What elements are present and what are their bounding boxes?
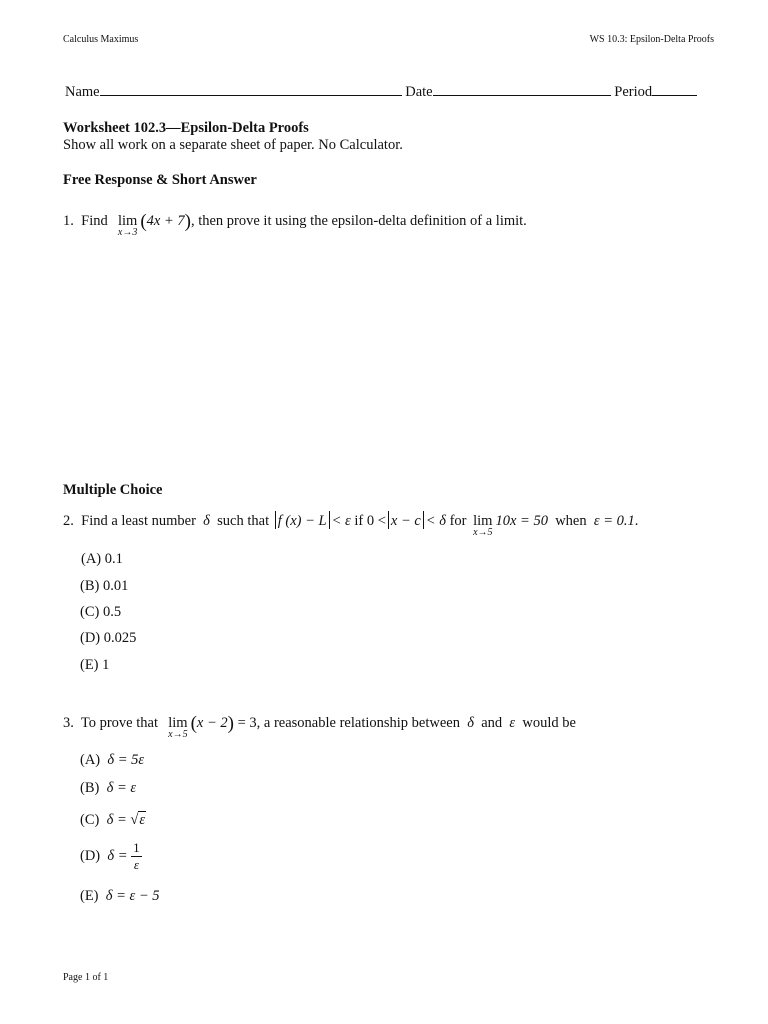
q2-limit — [473, 513, 493, 538]
worksheet-title: Worksheet 102.3—Epsilon-Delta Proofs — [63, 120, 309, 136]
q3-option-d-label: (D) — [80, 847, 101, 864]
q3-expression: x − 2 — [196, 715, 228, 731]
q2-text-when: when — [555, 513, 587, 529]
q1-lim-sub: x→3 — [117, 227, 138, 238]
q2-option-d[interactable]: (D) 0.025 — [80, 630, 137, 646]
q2-condition-1: f (x) − L — [277, 513, 327, 529]
q3-option-b-label: (B) — [80, 780, 100, 796]
q2-period: . — [634, 513, 639, 529]
section-free-response: Free Response & Short Answer — [63, 172, 257, 188]
q1-find: Find — [81, 213, 108, 229]
q2-epsilon-value: ε = 0.1 — [593, 513, 635, 529]
q3-number: 3. — [63, 715, 74, 731]
q2-condition-2: x − c — [390, 513, 421, 529]
q3-option-c[interactable] — [80, 811, 146, 829]
q2-condition-2-head: 0 < — [366, 513, 386, 529]
header-right: WS 10.3: Epsilon-Delta Proofs — [589, 34, 714, 45]
q3-limit — [168, 715, 188, 740]
q3-option-c-label: (C) — [80, 812, 100, 828]
q1-limit — [117, 213, 138, 238]
q3-text-c: would be — [522, 715, 576, 731]
question-1: 1. Find lim x→3 (4x + 7), then prove it using the epsilon-delta definition of a limit. — [63, 211, 527, 238]
q1-lim-word: lim — [117, 213, 138, 229]
question-3: 3. To prove that lim x→5 (x − 2) = 3, a reasonable relationship between δ and ε would be — [63, 713, 576, 740]
q2-condition-2-tail: < δ — [425, 513, 446, 529]
q2-lim-word: lim — [473, 513, 493, 529]
q3-equals: = 3 — [237, 715, 257, 731]
q3-option-e[interactable] — [80, 888, 160, 905]
q1-expression: 4x + 7 — [146, 213, 185, 229]
q3-text-and: and — [481, 715, 503, 731]
q2-option-b[interactable]: (B) 0.01 — [80, 578, 129, 594]
q3-lim-word: lim — [168, 715, 188, 731]
q3-text-a: To prove that — [80, 715, 158, 731]
q1-text: , then prove it using the epsilon-delta definition of a limit. — [190, 213, 527, 229]
q2-text-for: for — [449, 513, 467, 529]
q3-option-b[interactable] — [80, 780, 136, 797]
q3-option-d[interactable] — [80, 840, 142, 873]
q3-option-b-expr: δ = ε — [106, 780, 137, 796]
name-blank[interactable] — [100, 82, 402, 96]
page-number: Page 1 of 1 — [63, 972, 109, 983]
period-blank[interactable] — [652, 82, 697, 96]
q3-option-d-fraction — [131, 840, 142, 873]
worksheet-instructions: Show all work on a separate sheet of paper. No Calculator. — [63, 137, 403, 153]
q3-option-a-expr: δ = 5ε — [107, 752, 145, 768]
q3-option-c-sqrt-icon: √ — [130, 812, 139, 828]
q3-option-d-lhs: δ = — [107, 847, 128, 864]
q3-option-d-numerator: 1 — [133, 840, 140, 855]
q2-text-b: such that — [217, 513, 270, 529]
q3-epsilon: ε — [509, 715, 516, 731]
question-2 — [63, 511, 639, 538]
q2-option-c[interactable]: (C) 0.5 — [80, 604, 122, 620]
student-info-line — [65, 82, 697, 101]
header-left: Calculus Maximus — [63, 34, 139, 45]
q2-limit-expression: 10x = 50 — [495, 513, 548, 529]
q1-number: 1. — [63, 213, 74, 229]
section-multiple-choice: Multiple Choice — [63, 482, 163, 498]
q3-option-a[interactable] — [80, 752, 144, 769]
date-blank[interactable] — [433, 82, 611, 96]
date-label: Date — [405, 84, 433, 100]
q3-option-d-denominator: ε — [133, 857, 139, 872]
name-label: Name — [65, 84, 100, 100]
q2-text-if: if — [354, 513, 364, 529]
q2-delta: δ — [203, 513, 210, 529]
q3-option-e-label: (E) — [80, 888, 99, 904]
q3-option-c-lhs: δ = — [106, 812, 127, 828]
q3-option-c-radicand: ε — [139, 812, 146, 828]
q3-option-a-label: (A) — [80, 752, 101, 768]
q2-number: 2. — [63, 513, 74, 529]
q2-option-a[interactable]: (A) 0.1 — [81, 551, 123, 567]
q3-delta: δ — [467, 715, 474, 731]
q3-lim-sub: x→5 — [168, 729, 188, 740]
period-label: Period — [614, 84, 653, 100]
q2-condition-1-tail: < ε — [331, 513, 351, 529]
q2-lim-sub: x→5 — [473, 527, 493, 538]
q2-option-e[interactable]: (E) 1 — [80, 657, 110, 673]
q3-option-e-expr: δ = ε − 5 — [105, 888, 160, 904]
q3-text-b: , a reasonable relationship between — [256, 715, 460, 731]
q2-text-a: Find a least number — [81, 513, 196, 529]
